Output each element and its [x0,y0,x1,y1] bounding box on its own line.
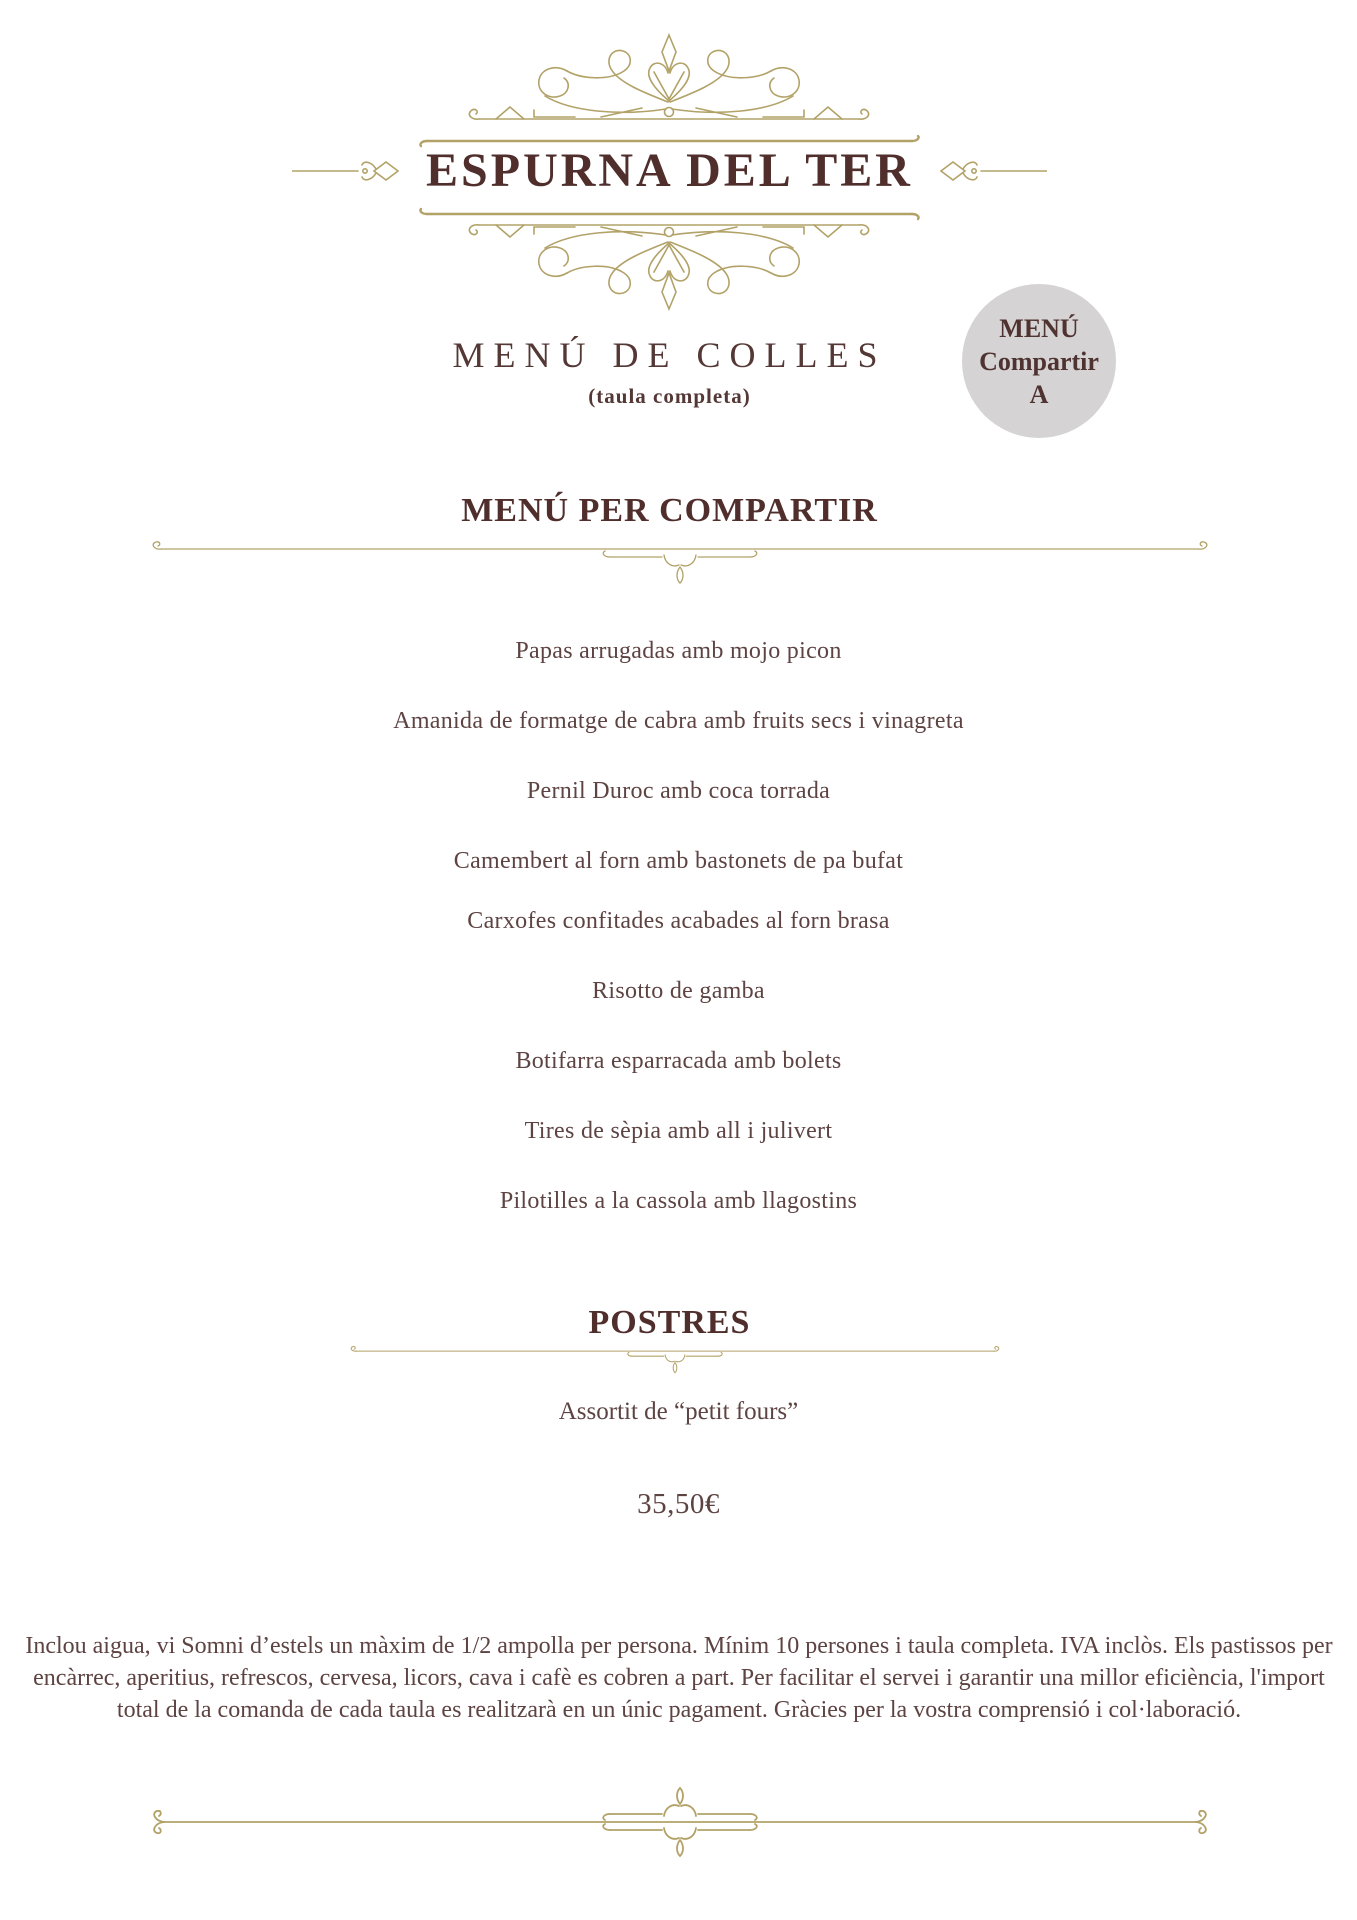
menu-item: Camembert al forn amb bastonets de pa bufat [453,847,904,874]
badge-line-3: A [1029,379,1049,409]
menu-title: MENÚ DE COLLES [452,335,887,375]
menu-price: 35,50€ [637,1488,720,1520]
logo-flourish-top-icon [449,33,889,125]
section-title-postres: POSTRES [588,1304,751,1341]
dessert-item: Assortit de “petit fours” [558,1398,799,1425]
menu-subtitle: (taula completa) [588,384,751,408]
section-title-compartir: MENÚ PER COMPARTIR [461,492,878,529]
title-right-ornament-icon [927,153,1047,189]
menu-item: Pilotilles a la cassola amb llagostins [499,1187,858,1214]
menu-item: Papas arrugadas amb mojo picon [515,637,842,664]
badge-line-1: MENÚ [999,313,1079,343]
logo-flourish-bottom-icon [449,219,889,311]
menu-item: Amanida de formatge de cabra amb fruits secs i vinagreta [393,707,964,734]
bottom-divider-icon [148,1786,1212,1858]
compartir-items-list [0,616,1357,1236]
restaurant-name: ESPURNA DEL TER [426,144,913,197]
title-left-ornament-icon [292,153,412,189]
menu-badge [962,284,1116,438]
menu-item: Botifarra esparracada amb bolets [515,1047,842,1074]
menu-item: Tires de sèpia amb all i julivert [524,1117,833,1144]
menu-item: Pernil Duroc amb coca torrada [526,777,831,804]
restaurant-title-row [0,143,1348,198]
badge-line-2: Compartir [979,346,1099,376]
menu-item: Risotto de gamba [592,977,765,1004]
menu-item: Carxofes confitades acabades al forn brasa [467,907,890,934]
postres-divider-icon [348,1346,1002,1374]
section-divider-icon [148,541,1212,585]
footer-note: Inclou aigua, vi Somni d’estels un màxim de 1/2 ampolla per persona. Mínim 10 persones i taula completa. IVA inclòs. Els pastissos per encàrrec, aperitius, refrescos, cervesa, licors, cava i cafè es cobren a part. Per facilitar el servei i garantir una millor eficiència, l'import total de la comanda de cada taula es realitzarà en un únic pagament. Gràcies per la vostra comprensió i col·laboració. [25,1633,1333,1723]
